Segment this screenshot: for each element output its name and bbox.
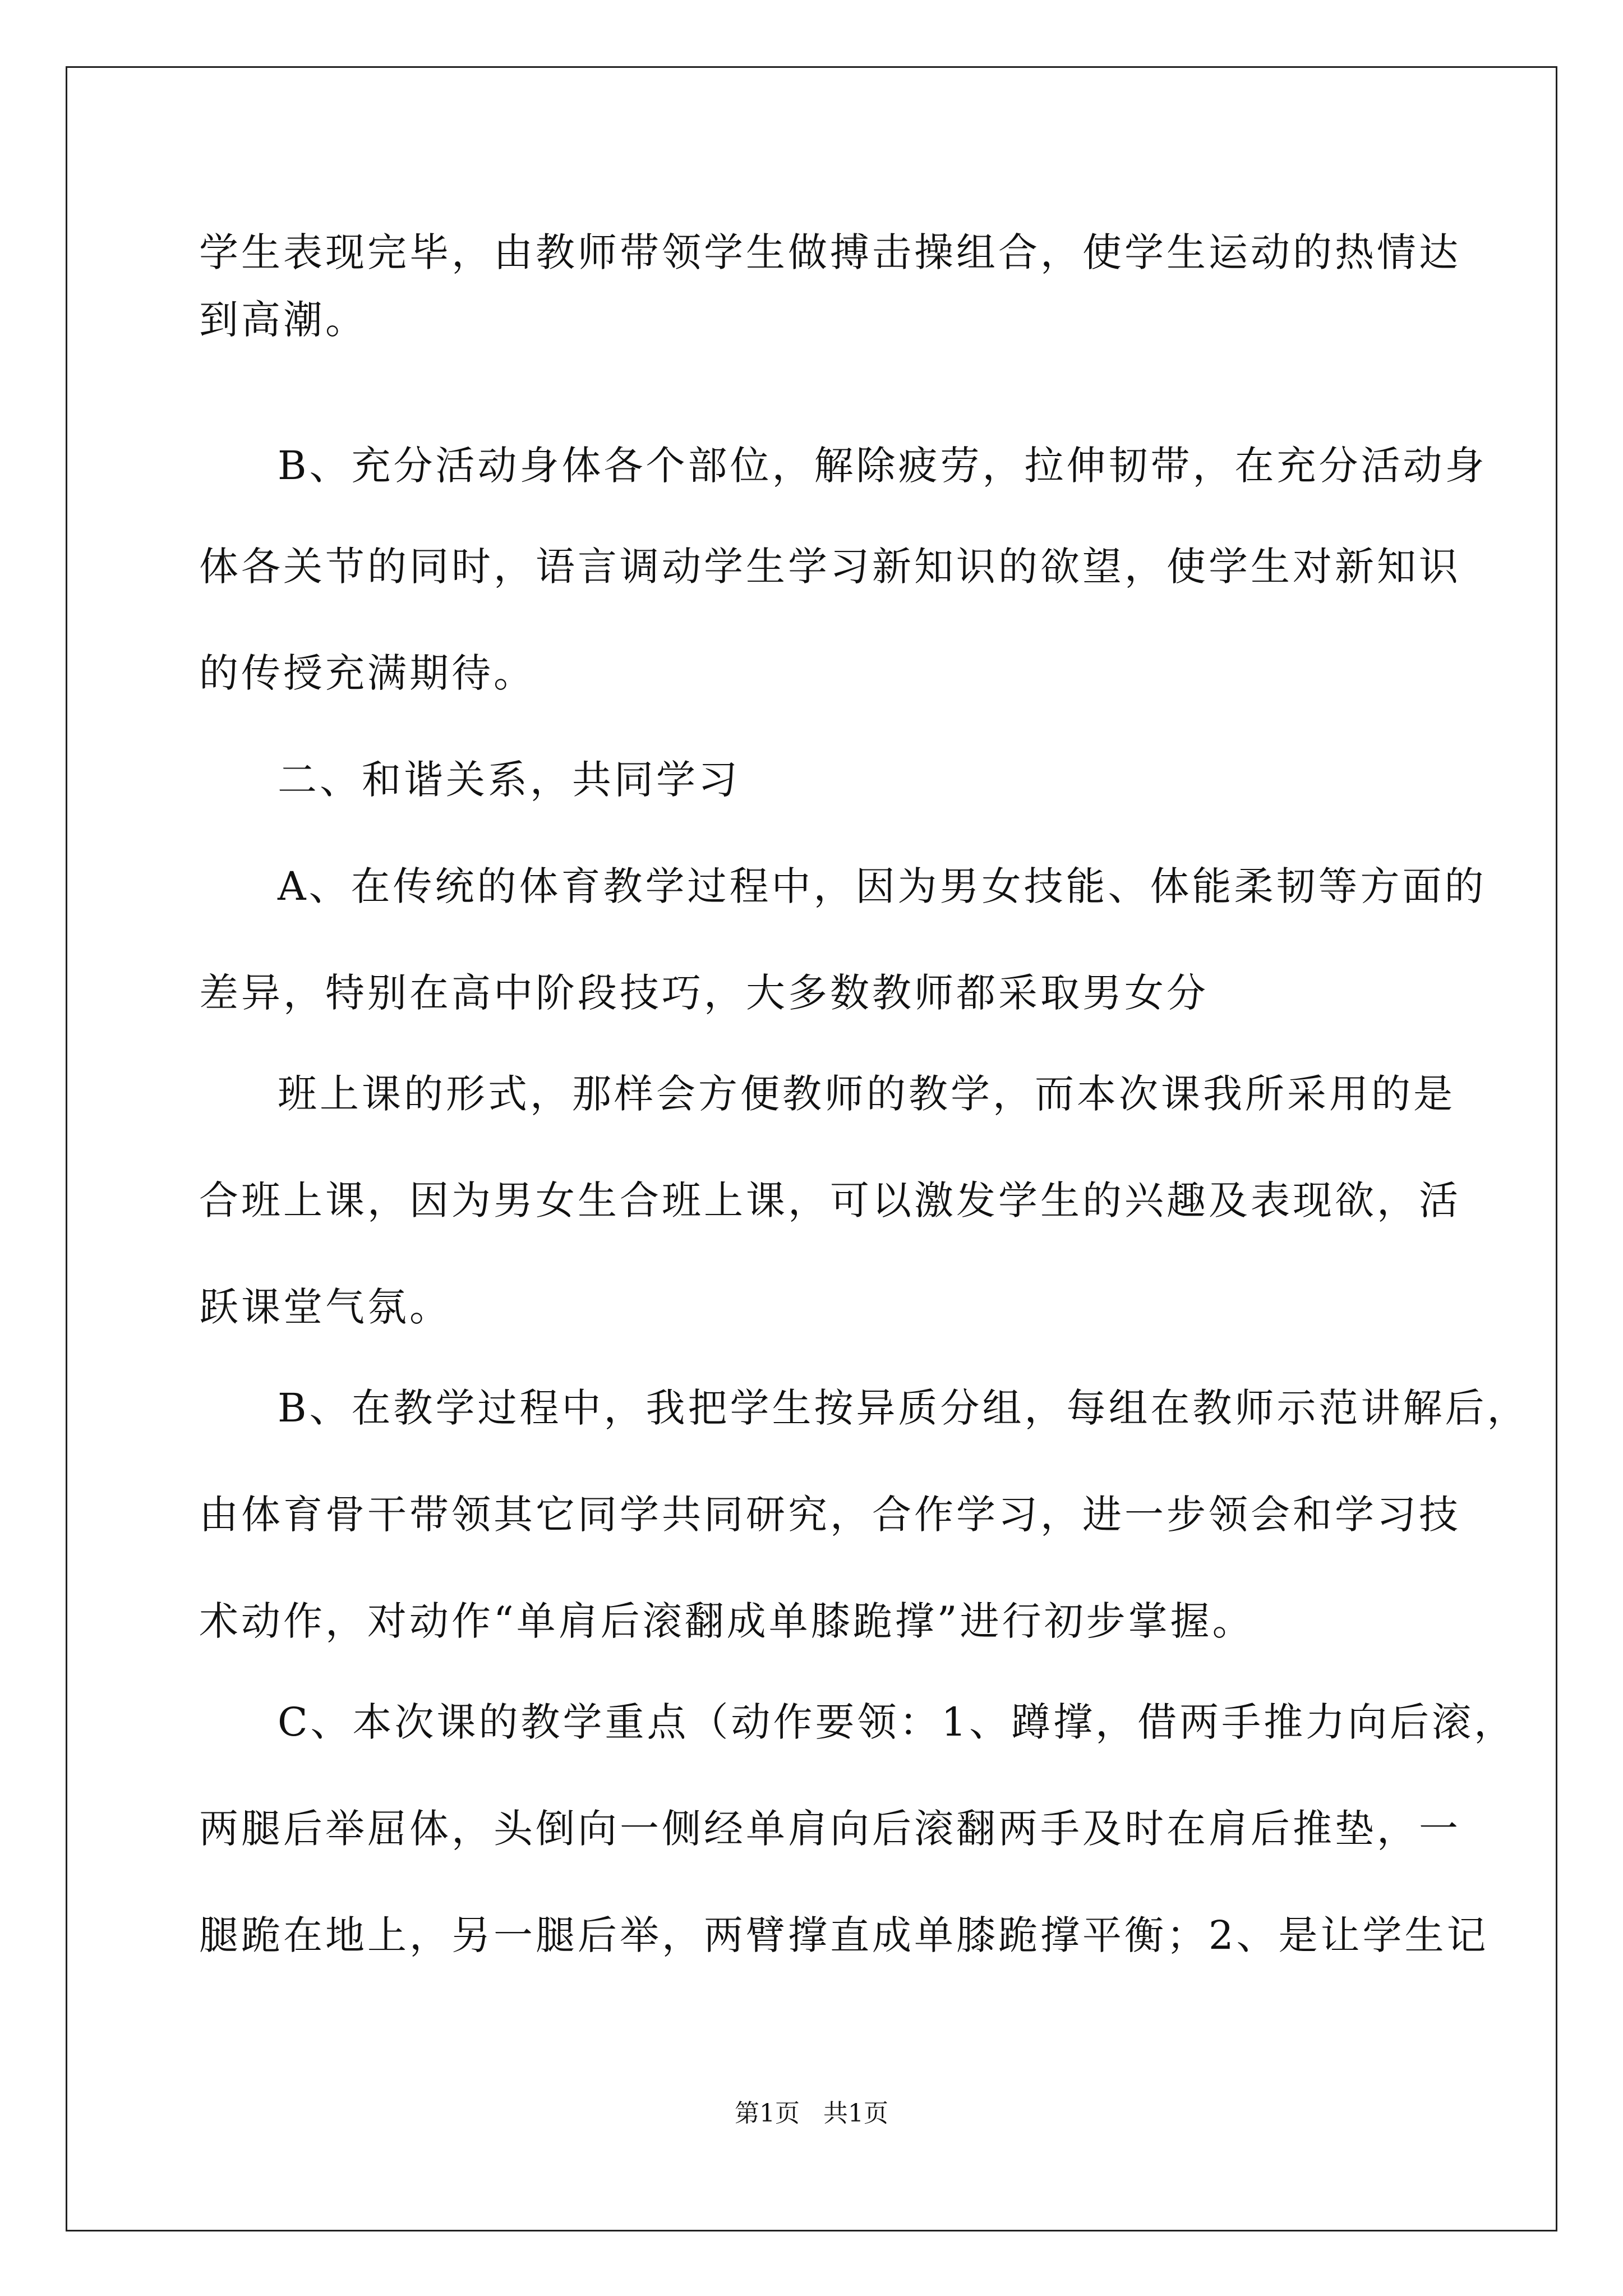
text-line: 合班上课，因为男女生合班上课，可以激发学生的兴趣及表现欲，活 bbox=[199, 1177, 1461, 1223]
text-line: 学生表现完毕，由教师带领学生做搏击操组合，使学生运动的热情达 bbox=[199, 229, 1461, 275]
text-line: B、在教学过程中，我把学生按异质分组，每组在教师示范讲解后， bbox=[278, 1385, 1529, 1431]
text-line: B、充分活动身体各个部位，解除疲劳，拉伸韧带，在充分活动身 bbox=[278, 443, 1487, 489]
text-line: 到高潮。 bbox=[199, 297, 367, 343]
text-line: 体各关节的同时，语言调动学生学习新知识的欲望，使学生对新知识 bbox=[199, 544, 1461, 590]
text-line: 的传授充满期待。 bbox=[199, 650, 536, 696]
text-line: 术动作，对动作“单肩后滚翻成单膝跪撑”进行初步掌握。 bbox=[199, 1598, 1255, 1644]
text-line: A、在传统的体育教学过程中，因为男女技能、体能柔韧等方面的 bbox=[278, 863, 1487, 909]
text-line: 由体育骨干带领其它同学共同研究，合作学习，进一步领会和学习技 bbox=[199, 1492, 1461, 1538]
text-line: 班上课的形式，那样会方便教师的教学，而本次课我所采用的是 bbox=[278, 1071, 1455, 1117]
text-line: 两腿后举屈体，头倒向一侧经单肩向后滚翻两手及时在肩后推垫，一 bbox=[199, 1806, 1461, 1852]
text-line: 差异，特别在高中阶段技巧，大多数教师都采取男女分 bbox=[199, 970, 1209, 1016]
text-line: 跃课堂气氛。 bbox=[199, 1284, 451, 1330]
page-number-footer: 第1页 共1页 bbox=[735, 2099, 888, 2128]
text-line: 腿跪在地上，另一腿后举，两臂撑直成单膝跪撑平衡；2、是让学生记 bbox=[199, 1912, 1489, 1958]
page-border bbox=[66, 66, 1557, 2231]
text-line: C、本次课的教学重点（动作要领：1、蹲撑，借两手推力向后滚， bbox=[278, 1699, 1516, 1745]
section-heading: 二、和谐关系，共同学习 bbox=[278, 757, 740, 803]
